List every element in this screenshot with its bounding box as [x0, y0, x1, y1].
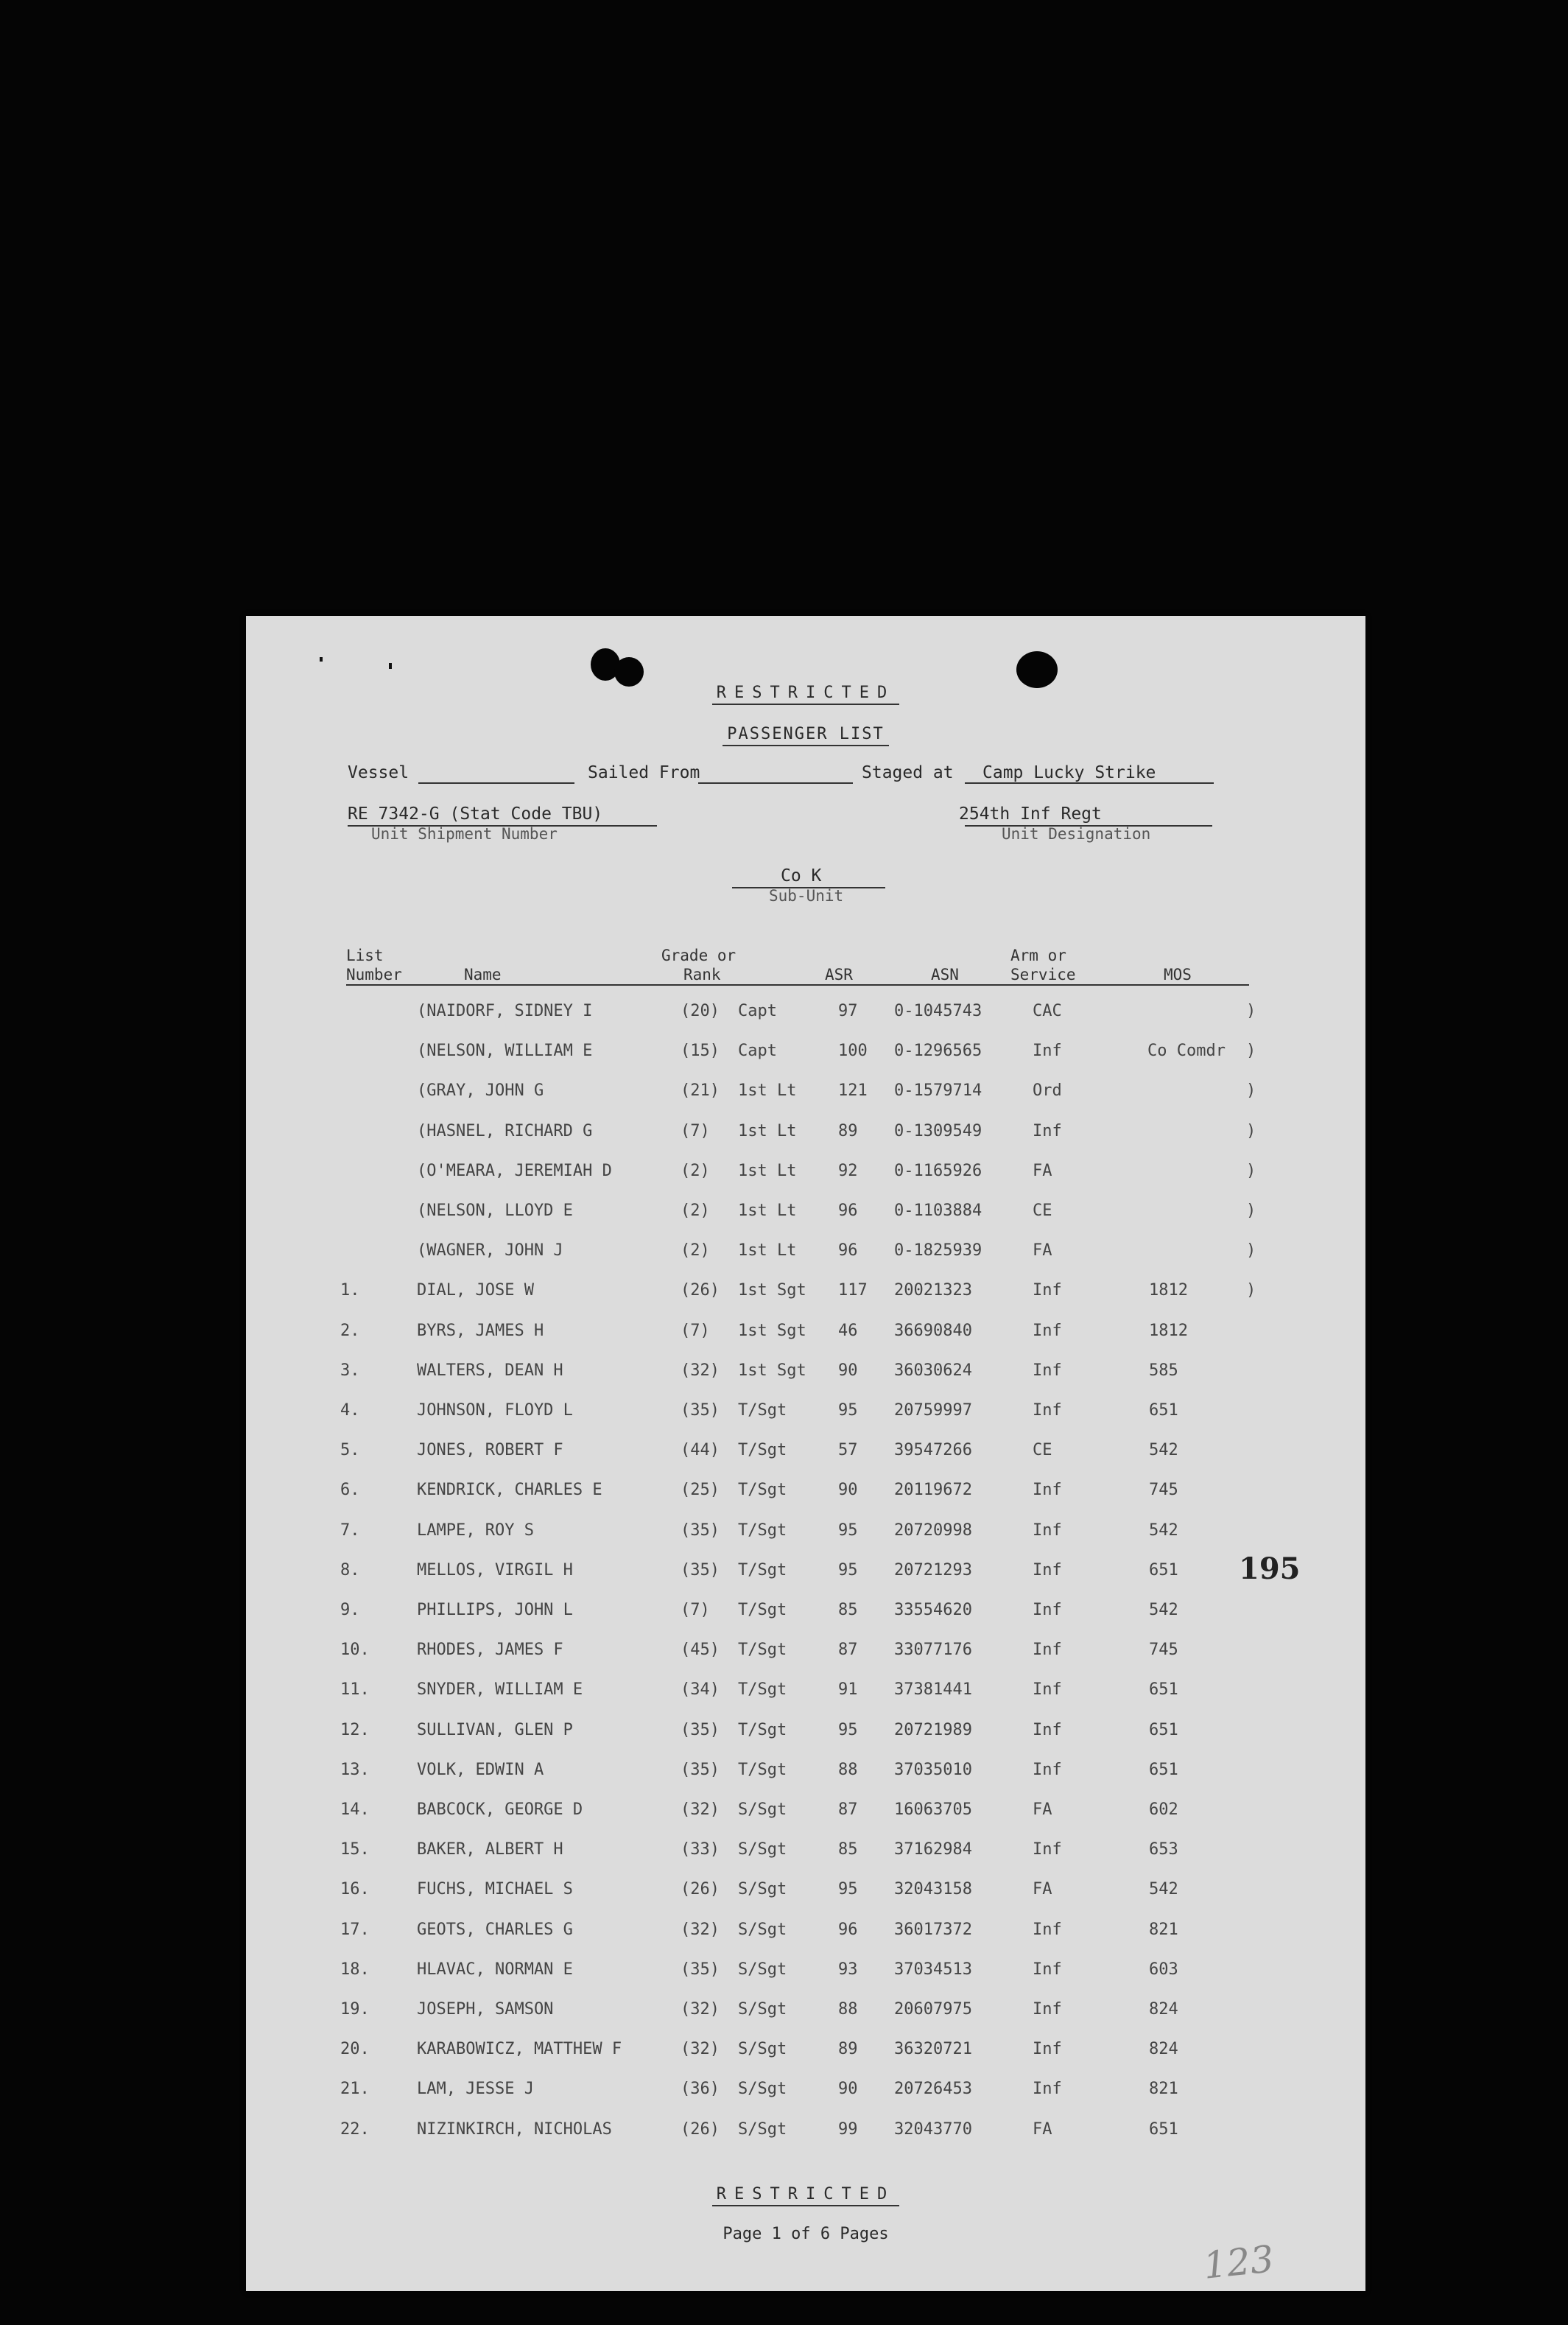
vessel-blank — [418, 782, 574, 784]
cell-arm: FA — [1033, 1241, 1052, 1260]
cell-asr: 93 — [838, 1960, 858, 1979]
cell-asr: 87 — [838, 1641, 858, 1660]
cell-arm: Inf — [1033, 1121, 1062, 1140]
cell-asn: 37035010 — [894, 1760, 972, 1779]
cell-mos: 651 — [1149, 1720, 1178, 1739]
cell-name: NIZINKIRCH, NICHOLAS — [417, 2119, 612, 2139]
cell-name: (NAIDORF, SIDNEY I — [417, 1002, 593, 1020]
cell-rank: 1st Lt — [738, 1241, 797, 1260]
table-row — [246, 1002, 1365, 1042]
cell-mos: 745 — [1149, 1481, 1178, 1500]
cell-rank: T/Sgt — [738, 1720, 787, 1739]
cell-asn: 0-1309549 — [894, 1121, 982, 1140]
cell-mos: 821 — [1149, 1920, 1178, 1939]
cell-name: PHILLIPS, JOHN L — [417, 1601, 573, 1619]
cell-num: 2. — [340, 1321, 360, 1340]
cell-arm: CE — [1033, 1441, 1052, 1460]
cell-name: (NELSON, LLOYD E — [417, 1202, 573, 1220]
cell-rank: T/Sgt — [738, 1401, 787, 1420]
cell-arm: Inf — [1033, 1680, 1062, 1700]
cell-name: (HASNEL, RICHARD G — [417, 1121, 593, 1140]
cell-asn: 37162984 — [894, 1840, 972, 1859]
table-row — [246, 1481, 1365, 1521]
table-row — [246, 1281, 1365, 1321]
table-row — [246, 1761, 1365, 1800]
cell-asr: 85 — [838, 1601, 858, 1619]
cell-paren: ) — [1246, 1202, 1256, 1220]
table-row — [246, 1322, 1365, 1361]
cell-num: 6. — [340, 1481, 360, 1500]
cell-asr: 95 — [838, 1401, 858, 1420]
cell-asr: 95 — [838, 1521, 858, 1540]
cell-asn: 39547266 — [894, 1441, 972, 1460]
cell-num: 13. — [340, 1760, 370, 1779]
cell-asn: 20759997 — [894, 1401, 972, 1420]
col-arm-line1: Arm or — [1010, 947, 1066, 964]
cell-asn: 32043158 — [894, 1880, 972, 1899]
cell-arm: Inf — [1033, 1321, 1062, 1340]
col-grade-line1: Grade or — [661, 947, 736, 964]
cell-num: 15. — [340, 1840, 370, 1859]
document-page — [246, 616, 1365, 2291]
cell-mos: 651 — [1149, 1760, 1178, 1779]
unit-designation: 254th Inf Regt — [959, 804, 1102, 824]
cell-rank: T/Sgt — [738, 1481, 787, 1500]
table-row — [246, 1960, 1365, 2000]
cell-age: (35) — [681, 1401, 720, 1420]
cell-rank: 1st Sgt — [738, 1281, 806, 1300]
cell-age: (2) — [681, 1241, 710, 1260]
cell-rank: S/Sgt — [738, 1920, 787, 1939]
col-list-number-line1: List — [346, 947, 384, 964]
cell-age: (7) — [681, 1321, 710, 1340]
cell-asr: 91 — [838, 1680, 858, 1700]
cell-name: BABCOCK, GEORGE D — [417, 1800, 583, 1819]
table-row — [246, 1042, 1365, 1081]
cell-arm: Inf — [1033, 1042, 1062, 1061]
cell-num: 20. — [340, 2040, 370, 2059]
table-row — [246, 1521, 1365, 1561]
table-row — [246, 1401, 1365, 1441]
cell-rank: T/Sgt — [738, 1521, 787, 1540]
page-stamp-number: 195 — [1239, 1551, 1301, 1586]
cell-name: VOLK, EDWIN A — [417, 1760, 544, 1779]
unit-designation-caption: Unit Designation — [1002, 825, 1151, 843]
cell-asn: 20721989 — [894, 1720, 972, 1739]
cell-age: (2) — [681, 1161, 710, 1180]
cell-age: (26) — [681, 2119, 720, 2139]
cell-paren: ) — [1246, 1161, 1256, 1180]
cell-paren: ) — [1246, 1002, 1256, 1020]
header-rule — [346, 984, 1249, 986]
cell-age: (20) — [681, 1002, 720, 1020]
cell-age: (2) — [681, 1202, 710, 1220]
cell-arm: FA — [1033, 1161, 1052, 1180]
cell-name: (NELSON, WILLIAM E — [417, 1042, 593, 1061]
cell-asn: 33554620 — [894, 1601, 972, 1619]
cell-age: (26) — [681, 1880, 720, 1899]
cell-rank: S/Sgt — [738, 2000, 787, 2019]
col-mos: MOS — [1164, 966, 1192, 983]
cell-age: (33) — [681, 1840, 720, 1859]
cell-age: (36) — [681, 2080, 720, 2099]
cell-asn: 36030624 — [894, 1361, 972, 1380]
cell-arm: Inf — [1033, 1601, 1062, 1619]
cell-rank: Capt — [738, 1002, 777, 1020]
cell-rank: T/Sgt — [738, 1641, 787, 1660]
cell-name: (WAGNER, JOHN J — [417, 1241, 563, 1260]
shipment-number: RE 7342-G (Stat Code TBU) — [348, 804, 603, 824]
table-row — [246, 2120, 1365, 2160]
table-row — [246, 1162, 1365, 1202]
cell-asn: 20607975 — [894, 2000, 972, 2019]
cell-arm: CE — [1033, 1202, 1052, 1220]
cell-age: (34) — [681, 1680, 720, 1700]
table-row — [246, 1921, 1365, 1960]
cell-name: (O'MEARA, JEREMIAH D — [417, 1161, 612, 1180]
cell-rank: S/Sgt — [738, 2040, 787, 2059]
classification-bottom-text: RESTRICTED — [712, 2185, 899, 2206]
cell-asr: 95 — [838, 1880, 858, 1899]
cell-arm: Ord — [1033, 1081, 1062, 1101]
cell-name: RHODES, JAMES F — [417, 1641, 563, 1660]
cell-rank: T/Sgt — [738, 1601, 787, 1619]
cell-paren: ) — [1246, 1042, 1256, 1061]
cell-age: (35) — [681, 1560, 720, 1579]
cell-age: (32) — [681, 1920, 720, 1939]
cell-asr: 88 — [838, 2000, 858, 2019]
cell-arm: Inf — [1033, 1401, 1062, 1420]
cell-age: (35) — [681, 1720, 720, 1739]
cell-rank: 1st Sgt — [738, 1321, 806, 1340]
cell-num: 9. — [340, 1601, 360, 1619]
cell-rank: S/Sgt — [738, 1840, 787, 1859]
cell-num: 1. — [340, 1281, 360, 1300]
cell-arm: Inf — [1033, 1481, 1062, 1500]
cell-paren: ) — [1246, 1241, 1256, 1260]
cell-mos: 602 — [1149, 1800, 1178, 1819]
cell-arm: Inf — [1033, 1720, 1062, 1739]
cell-rank: S/Sgt — [738, 2080, 787, 2099]
col-list-number — [346, 946, 402, 984]
cell-asr: 100 — [838, 1042, 868, 1061]
cell-asn: 0-1165926 — [894, 1161, 982, 1180]
cell-asr: 96 — [838, 1202, 858, 1220]
cell-mos: 745 — [1149, 1641, 1178, 1660]
cell-asr: 89 — [838, 2040, 858, 2059]
cell-asn: 36320721 — [894, 2040, 972, 2059]
cell-asn: 20720998 — [894, 1521, 972, 1540]
table-row — [246, 2000, 1365, 2040]
table-row — [246, 1122, 1365, 1162]
table-row — [246, 1441, 1365, 1481]
cell-arm: FA — [1033, 1880, 1052, 1899]
cell-asr: 46 — [838, 1321, 858, 1340]
cell-age: (15) — [681, 1042, 720, 1061]
cell-name: JONES, ROBERT F — [417, 1441, 563, 1460]
cell-name: JOHNSON, FLOYD L — [417, 1401, 573, 1420]
cell-arm: Inf — [1033, 1641, 1062, 1660]
speck — [320, 657, 323, 662]
cell-asn: 37381441 — [894, 1680, 972, 1700]
cell-rank: 1st Lt — [738, 1081, 797, 1101]
cell-asn: 16063705 — [894, 1800, 972, 1819]
handwritten-note: 123 — [1201, 2237, 1276, 2287]
cell-num: 19. — [340, 2000, 370, 2019]
staged-at-value: Camp Lucky Strike — [982, 763, 1156, 782]
col-arm-line2: Service — [1010, 966, 1076, 983]
page-count: Page 1 of 6 Pages — [723, 2225, 889, 2243]
cell-age: (32) — [681, 2040, 720, 2059]
cell-num: 12. — [340, 1720, 370, 1739]
cell-asn: 0-1045743 — [894, 1002, 982, 1020]
cell-num: 17. — [340, 1920, 370, 1939]
cell-mos: 651 — [1149, 1401, 1178, 1420]
cell-age: (35) — [681, 1960, 720, 1979]
cell-asr: 96 — [838, 1920, 858, 1939]
cell-asn: 0-1296565 — [894, 1042, 982, 1061]
cell-age: (32) — [681, 1361, 720, 1380]
cell-name: DIAL, JOSE W — [417, 1281, 534, 1300]
cell-age: (21) — [681, 1081, 720, 1101]
cell-arm: Inf — [1033, 1361, 1062, 1380]
cell-asr: 97 — [838, 1002, 858, 1020]
cell-arm: Inf — [1033, 2040, 1062, 2059]
cell-rank: S/Sgt — [738, 1800, 787, 1819]
classification-bottom — [246, 2185, 1365, 2203]
col-grade — [661, 946, 736, 984]
cell-name: (GRAY, JOHN G — [417, 1081, 544, 1101]
cell-asr: 90 — [838, 1361, 858, 1380]
cell-arm: Inf — [1033, 1920, 1062, 1939]
cell-num: 7. — [340, 1521, 360, 1540]
cell-rank: 1st Lt — [738, 1161, 797, 1180]
cell-asr: 90 — [838, 2080, 858, 2099]
cell-mos: 603 — [1149, 1960, 1178, 1979]
cell-asn: 0-1825939 — [894, 1241, 982, 1260]
cell-mos: 651 — [1149, 1680, 1178, 1700]
cell-rank: T/Sgt — [738, 1560, 787, 1579]
cell-asr: 92 — [838, 1161, 858, 1180]
cell-name: JOSEPH, SAMSON — [417, 2000, 554, 2019]
cell-asr: 95 — [838, 1720, 858, 1739]
cell-mos: 542 — [1149, 1601, 1178, 1619]
cell-age: (35) — [681, 1521, 720, 1540]
cell-age: (45) — [681, 1641, 720, 1660]
cell-age: (32) — [681, 2000, 720, 2019]
cell-arm: Inf — [1033, 1560, 1062, 1579]
cell-mos: 824 — [1149, 2040, 1178, 2059]
table-row — [246, 1680, 1365, 1720]
cell-age: (44) — [681, 1441, 720, 1460]
cell-asn: 37034513 — [894, 1960, 972, 1979]
cell-arm: Inf — [1033, 2000, 1062, 2019]
cell-mos: Co Comdr — [1147, 1042, 1226, 1061]
cell-asr: 87 — [838, 1800, 858, 1819]
speck — [389, 663, 392, 669]
cell-mos: 824 — [1149, 2000, 1178, 2019]
table-row — [246, 1800, 1365, 1840]
cell-name: GEOTS, CHARLES G — [417, 1920, 573, 1939]
table-row — [246, 2080, 1365, 2119]
sub-unit-caption: Sub-Unit — [769, 887, 844, 905]
cell-name: HLAVAC, NORMAN E — [417, 1960, 573, 1979]
cell-asn: 20021323 — [894, 1281, 972, 1300]
cell-asn: 33077176 — [894, 1641, 972, 1660]
cell-name: BYRS, JAMES H — [417, 1321, 544, 1340]
cell-mos: 542 — [1149, 1441, 1178, 1460]
cell-rank: 1st Sgt — [738, 1361, 806, 1380]
punch-hole — [614, 657, 644, 687]
cell-arm: FA — [1033, 1800, 1052, 1819]
cell-age: (25) — [681, 1481, 720, 1500]
cell-rank: T/Sgt — [738, 1680, 787, 1700]
cell-arm: Inf — [1033, 2080, 1062, 2099]
classification-top-text: RESTRICTED — [712, 684, 899, 705]
cell-asr: 90 — [838, 1481, 858, 1500]
table-row — [246, 1561, 1365, 1601]
staged-at-label: Staged at — [862, 763, 954, 782]
cell-mos: 651 — [1149, 1560, 1178, 1579]
cell-mos: 542 — [1149, 1880, 1178, 1899]
cell-name: SULLIVAN, GLEN P — [417, 1720, 573, 1739]
col-grade-line2: Rank — [683, 966, 721, 983]
cell-name: FUCHS, MICHAEL S — [417, 1880, 573, 1899]
cell-asr: 96 — [838, 1241, 858, 1260]
cell-rank: S/Sgt — [738, 2119, 787, 2139]
cell-mos: 1812 — [1149, 1321, 1188, 1340]
cell-arm: FA — [1033, 2119, 1052, 2139]
cell-name: BAKER, ALBERT H — [417, 1840, 563, 1859]
cell-mos: 651 — [1149, 2119, 1178, 2139]
cell-num: 5. — [340, 1441, 360, 1460]
punch-hole — [1016, 651, 1058, 688]
cell-age: (35) — [681, 1760, 720, 1779]
col-arm — [1010, 946, 1076, 984]
sailed-from-blank — [698, 782, 853, 784]
cell-rank: S/Sgt — [738, 1960, 787, 1979]
cell-asr: 89 — [838, 1121, 858, 1140]
cell-rank: 1st Lt — [738, 1121, 797, 1140]
cell-num: 22. — [340, 2119, 370, 2139]
cell-asn: 20726453 — [894, 2080, 972, 2099]
vessel-label: Vessel — [348, 763, 409, 782]
cell-age: (26) — [681, 1281, 720, 1300]
cell-asn: 0-1103884 — [894, 1202, 982, 1220]
cell-arm: Inf — [1033, 1521, 1062, 1540]
cell-arm: Inf — [1033, 1281, 1062, 1300]
table-row — [246, 1721, 1365, 1761]
table-row — [246, 1361, 1365, 1401]
table-row — [246, 2040, 1365, 2080]
cell-arm: Inf — [1033, 1760, 1062, 1779]
cell-num: 11. — [340, 1680, 370, 1700]
cell-num: 14. — [340, 1800, 370, 1819]
table-row — [246, 1840, 1365, 1880]
cell-mos: 653 — [1149, 1840, 1178, 1859]
cell-rank: T/Sgt — [738, 1441, 787, 1460]
shipment-number-caption: Unit Shipment Number — [371, 825, 558, 843]
cell-mos: 542 — [1149, 1521, 1178, 1540]
cell-asn: 0-1579714 — [894, 1081, 982, 1101]
sub-unit: Co K — [781, 866, 822, 886]
cell-mos: 1812 — [1149, 1281, 1188, 1300]
table-row — [246, 1202, 1365, 1241]
cell-name: SNYDER, WILLIAM E — [417, 1680, 583, 1700]
cell-num: 3. — [340, 1361, 360, 1380]
cell-asr: 99 — [838, 2119, 858, 2139]
cell-rank: T/Sgt — [738, 1760, 787, 1779]
cell-asr: 57 — [838, 1441, 858, 1460]
cell-rank: 1st Lt — [738, 1202, 797, 1220]
table-row — [246, 1641, 1365, 1680]
list-title — [246, 725, 1365, 743]
cell-mos: 821 — [1149, 2080, 1178, 2099]
cell-name: KARABOWICZ, MATTHEW F — [417, 2040, 622, 2059]
table-row — [246, 1081, 1365, 1121]
cell-paren: ) — [1246, 1281, 1256, 1300]
cell-rank: Capt — [738, 1042, 777, 1061]
cell-asr: 88 — [838, 1760, 858, 1779]
list-title-text: PASSENGER LIST — [723, 725, 888, 746]
col-asr: ASR — [825, 966, 853, 983]
table-row — [246, 1880, 1365, 1920]
cell-name: MELLOS, VIRGIL H — [417, 1560, 573, 1579]
col-name: Name — [464, 966, 502, 983]
cell-num: 16. — [340, 1880, 370, 1899]
cell-num: 18. — [340, 1960, 370, 1979]
cell-name: LAMPE, ROY S — [417, 1521, 534, 1540]
cell-arm: CAC — [1033, 1002, 1062, 1020]
cell-asn: 36017372 — [894, 1920, 972, 1939]
cell-num: 21. — [340, 2080, 370, 2099]
cell-name: WALTERS, DEAN H — [417, 1361, 563, 1380]
cell-paren: ) — [1246, 1081, 1256, 1101]
cell-asr: 95 — [838, 1560, 858, 1579]
cell-arm: Inf — [1033, 1840, 1062, 1859]
staged-at-underline — [965, 782, 1214, 784]
cell-age: (32) — [681, 1800, 720, 1819]
cell-asn: 36690840 — [894, 1321, 972, 1340]
table-row — [246, 1601, 1365, 1641]
cell-paren: ) — [1246, 1121, 1256, 1140]
cell-asn: 20119672 — [894, 1481, 972, 1500]
classification-top — [246, 684, 1365, 702]
cell-asn: 20721293 — [894, 1560, 972, 1579]
table-row — [246, 1241, 1365, 1281]
cell-num: 10. — [340, 1641, 370, 1660]
cell-rank: S/Sgt — [738, 1880, 787, 1899]
cell-mos: 585 — [1149, 1361, 1178, 1380]
col-asn: ASN — [931, 966, 959, 983]
cell-age: (7) — [681, 1601, 710, 1619]
cell-asr: 117 — [838, 1281, 868, 1300]
cell-num: 8. — [340, 1560, 360, 1579]
cell-name: KENDRICK, CHARLES E — [417, 1481, 602, 1500]
cell-asn: 32043770 — [894, 2119, 972, 2139]
cell-age: (7) — [681, 1121, 710, 1140]
cell-name: LAM, JESSE J — [417, 2080, 534, 2099]
cell-num: 4. — [340, 1401, 360, 1420]
col-list-number-line2: Number — [346, 966, 402, 983]
cell-asr: 85 — [838, 1840, 858, 1859]
cell-arm: Inf — [1033, 1960, 1062, 1979]
sailed-from-label: Sailed From — [588, 763, 700, 782]
cell-asr: 121 — [838, 1081, 868, 1101]
